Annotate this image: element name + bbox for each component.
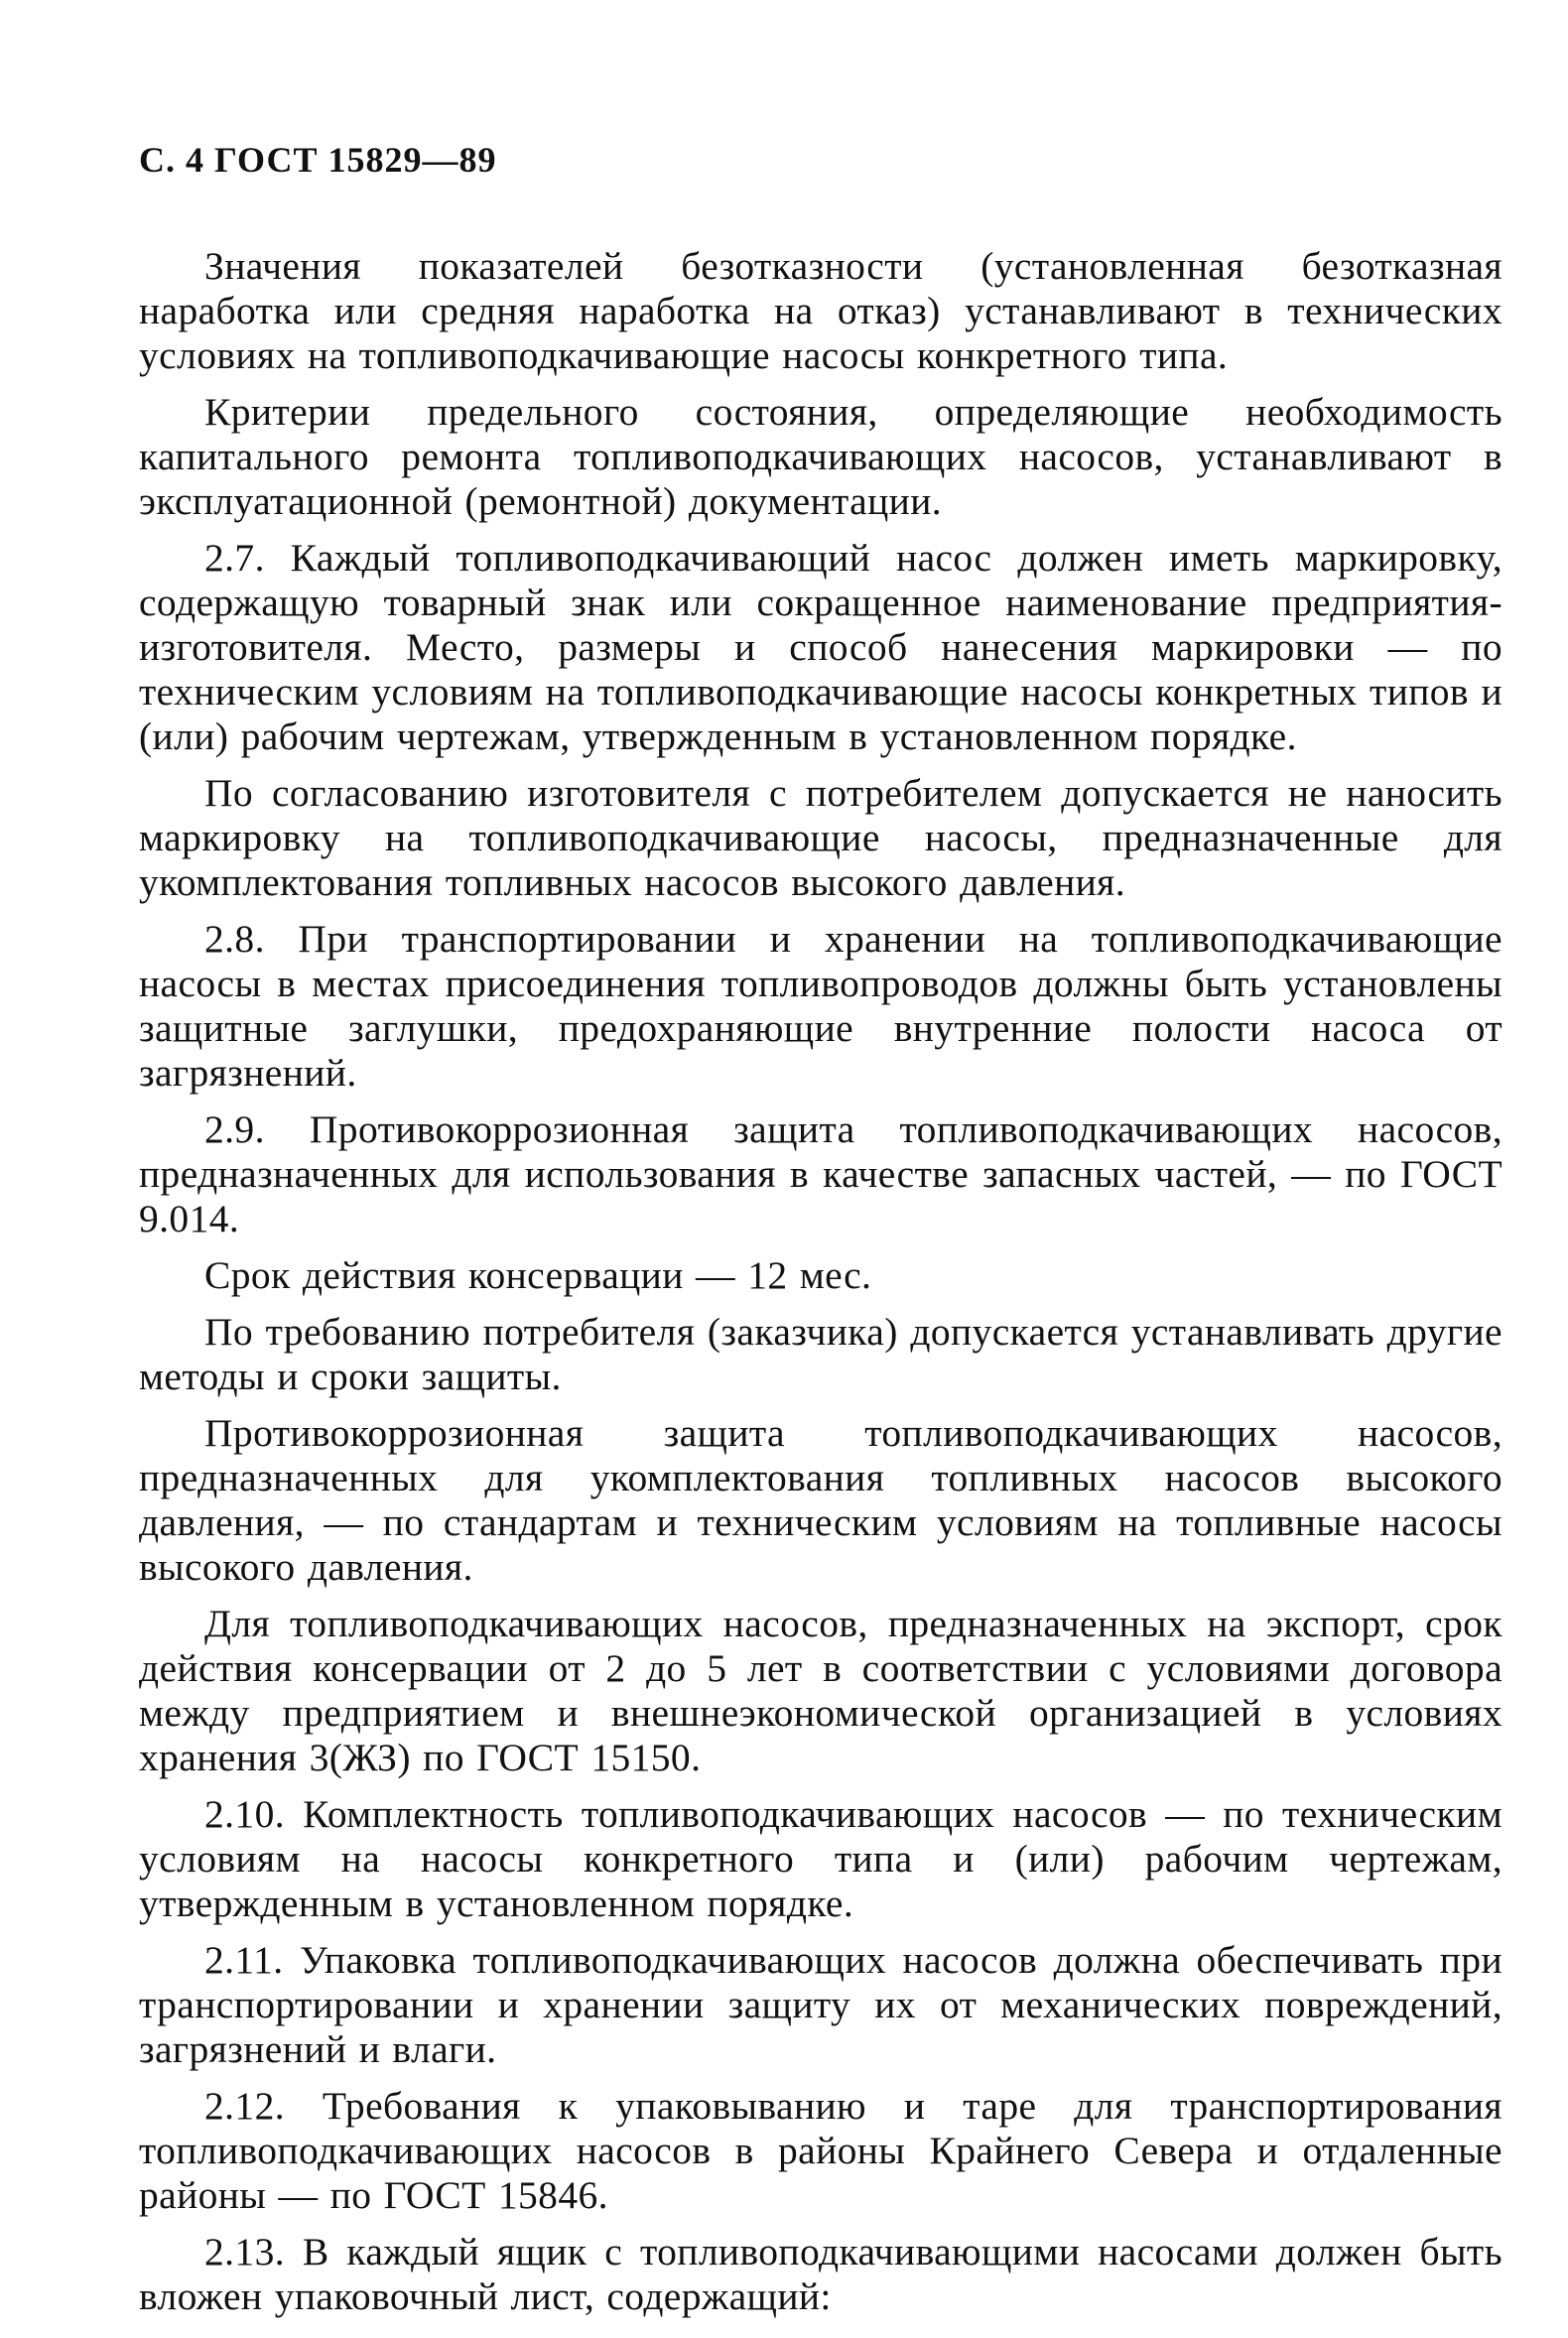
paragraph: По согласованию изготовителя с потребителем допускается не наносить маркировку на топливоподкачивающие насосы, предназначенные для укомплектования топливных насосов высокого давления. (139, 771, 1503, 904)
document-body (139, 244, 1503, 2331)
paragraph: 2.10. Комплектность топливоподкачивающих насосов — по техническим условиям на насосы конкретного типа и (или) рабочим чертежам, утвержденным в установленном порядке. (139, 1792, 1503, 1925)
paragraph: 2.8. При транспортировании и хранении на топливоподкачивающие насосы в местах присоединения топливопроводов должны быть установлены защитные заглушки, предохраняющие внутренние полости насоса от загрязнений. (139, 917, 1503, 1095)
paragraph: Критерии предельного состояния, определяющие необходимость капитального ремонта топливоподкачивающих насосов, устанавливают в эксплуатационной (ремонтной) документации. (139, 390, 1503, 523)
paragraph: По требованию потребителя (заказчика) допускается устанавливать другие методы и сроки защиты. (139, 1310, 1503, 1398)
paragraph: Для топливоподкачивающих насосов, предназначенных на экспорт, срок действия консервации от 2 до 5 лет в соответствии с условиями договора между предприятием и внешнеэкономической организацией в условиях хранения 3(ЖЗ) по ГОСТ 15150. (139, 1602, 1503, 1779)
paragraph: Противокоррозионная защита топливоподкачивающих насосов, предназначенных для укомплектования топливных насосов высокого давления, — по стандартам и техническим условиям на топливные насосы высокого давления. (139, 1411, 1503, 1589)
paragraph: 2.7. Каждый топливоподкачивающий насос должен иметь маркировку, содержащую товарный знак или сокращенное наименование предприятия-изготовителя. Место, размеры и способ нанесения маркировки — по техническим условиям на топливоподкачивающие насосы конкретных типов и (или) рабочим чертежам, утвержденным в установленном порядке. (139, 536, 1503, 758)
paragraph: 2.9. Противокоррозионная защита топливоподкачивающих насосов, предназначенных для использования в качестве запасных частей, — по ГОСТ 9.014. (139, 1107, 1503, 1240)
paragraph: 2.11. Упаковка топливоподкачивающих насосов должна обеспечивать при транспортировании и хранении защиту их от механических повреждений, загрязнений и влаги. (139, 1938, 1503, 2071)
paragraph: 2.13. В каждый ящик с топливоподкачивающими насосами должен быть вложен упаковочный лист, содержащий: (139, 2230, 1503, 2318)
paragraph: 2.12. Требования к упаковыванию и таре для транспортирования топливоподкачивающих насосов в районы Крайнего Севера и отдаленные районы — по ГОСТ 15846. (139, 2084, 1503, 2217)
paragraph: Значения показателей безотказности (установленная безотказная наработка или средняя наработка на отказ) устанавливают в технических условиях на топливоподкачивающие насосы конкретного типа. (139, 244, 1503, 377)
paragraph: Срок действия консервации — 12 мес. (204, 1253, 872, 1297)
page-header: С. 4 ГОСТ 15829—89 (139, 140, 497, 180)
